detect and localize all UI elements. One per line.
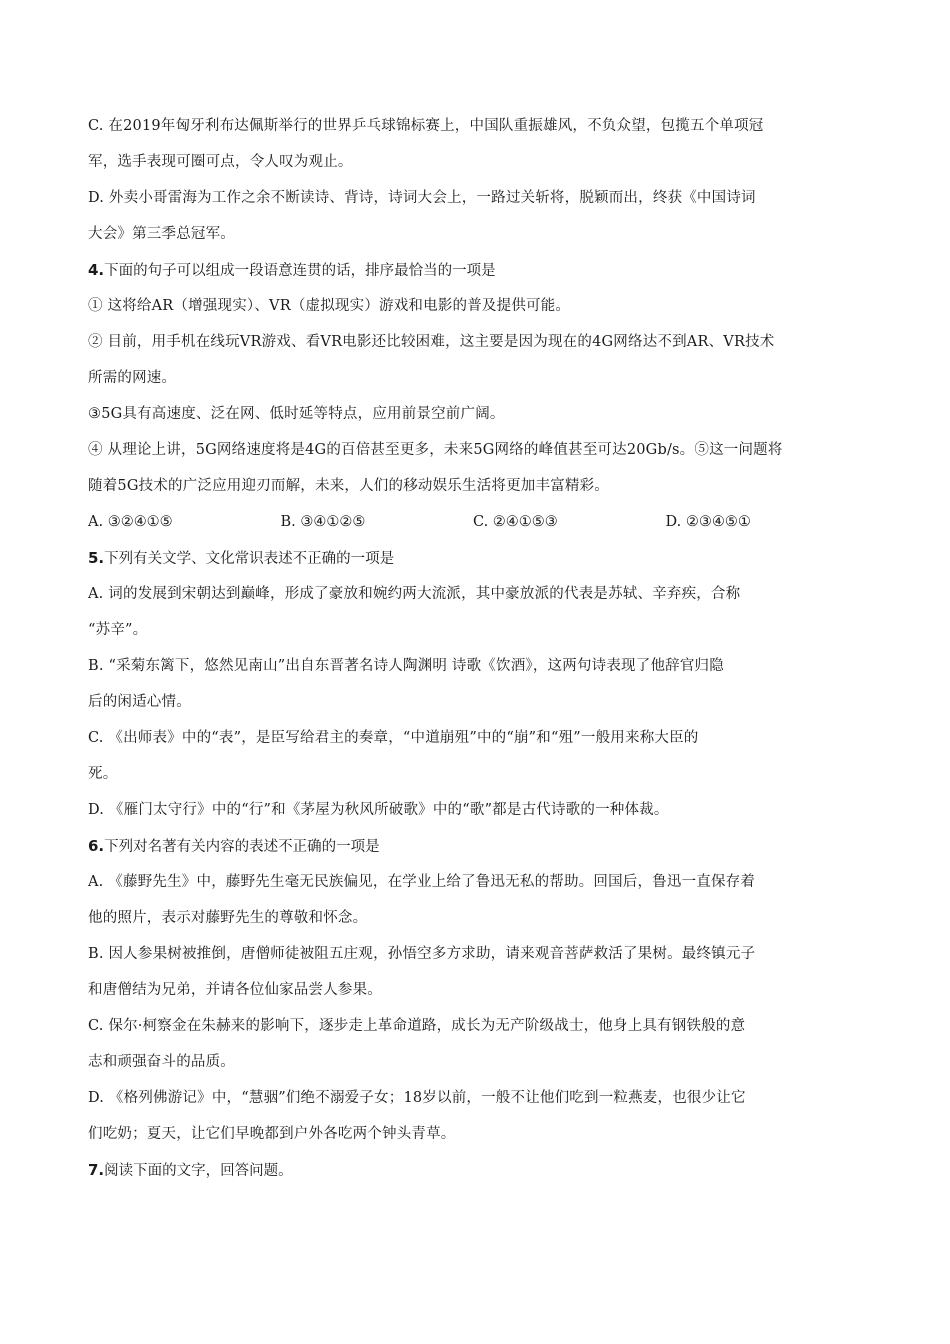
q5-line: D. 《雁门太守行》中的“行”和《茅屋为秋风所破歌》中的“歌”都是古代诗歌的一种体裁。 [88,802,669,818]
document-page [88,108,858,1188]
q5-line: A. 词的发展到宋朝达到巅峰，形成了豪放和婉约两大流派，其中豪放派的代表是苏轼、辛弃疾，合称 [88,586,741,602]
q3-option-c-line-1: C. 在2019年匈牙利布达佩斯举行的世界乒乓球锦标赛上，中国队重振雄风，不负众望，包揽五个单项冠 [88,118,764,134]
q4-option-c: C. ②④①⑤③ [473,514,558,530]
q3-option-d-line-1: D. 外卖小哥雷海为工作之余不断读诗、背诗，诗词大会上，一路过关斩将，脱颖而出，终获《中国诗词 [88,190,756,206]
q4-option-b: B. ③④①②⑤ [280,514,366,530]
q4-option-d: D. ②③④⑤① [665,514,751,530]
question-6-stem [88,828,858,864]
question-text: 下面的句子可以组成一段语意连贯的话，排序最恰当的一项是 [104,263,496,279]
q6-line: 他的照片，表示对藤野先生的尊敬和怀念。 [88,910,368,926]
q4-line: 随着5G技术的广泛应用迎刃而解，未来，人们的移动娱乐生活将更加丰富精彩。 [88,478,610,494]
q4-option-a: A. ③②④①⑤ [88,514,173,530]
q6-line: C. 保尔·柯察金在朱赫来的影响下，逐步走上革命道路，成长为无产阶级战士，他身上具有钢铁般的意 [88,1018,746,1034]
question-text: 下列有关文学、文化常识表述不正确的一项是 [104,551,395,567]
question-text: 阅读下面的文字，回答问题。 [104,1163,293,1179]
q6-line: B. 因人参果树被推倒，唐僧师徒被阻五庄观，孙悟空多方求助，请来观音菩萨救活了果树。最终镇元子 [88,946,756,962]
question-7-stem [88,1152,858,1188]
q5-line: C. 《出师表》中的“表”，是臣写给君主的奏章，“中道崩殂”中的“崩”和“殂”一般用来称大臣的 [88,730,699,746]
question-number: 6. [88,837,105,855]
q4-line: ④ 从理论上讲，5G网络速度将是4G的百倍甚至更多，未来5G网络的峰值甚至可达20Gb/s。⑤这一问题将 [88,442,783,458]
question-number: 7. [88,1161,105,1179]
q4-line: 所需的网速。 [88,370,177,386]
q6-line: A. 《藤野先生》中，藤野先生毫无民族偏见，在学业上给了鲁迅无私的帮助。回国后，鲁迅一直保存着 [88,874,756,890]
q4-options [88,504,858,540]
question-5-stem [88,540,858,576]
q6-line: 们吃奶；夏天，让它们早晚都到户外各吃两个钟头青草。 [88,1126,456,1142]
q5-line: 后的闲适心情。 [88,694,191,710]
q5-line: B. “采菊东篱下，悠然见南山”出自东晋著名诗人陶渊明 诗歌《饮酒》，这两句诗表现了他辞官归隐 [88,658,724,674]
q5-line: 死。 [88,766,118,782]
q3-option-d-line-2: 大会》第三季总冠军。 [88,226,235,242]
q5-line: “苏辛”。 [88,622,148,638]
question-4-stem [88,252,858,288]
q3-option-c-line-2: 军，选手表现可圈可点，令人叹为观止。 [88,154,353,170]
q6-line: D. 《格列佛游记》中，“慧骃”们绝不溺爱子女；18岁以前，一般不让他们吃到一粒燕麦，也很少让它 [88,1090,746,1106]
q4-line: ③5G具有高速度、泛在网、低时延等特点，应用前景空前广阔。 [88,406,505,422]
q4-line: ① 这将给AR（增强现实）、VR（虚拟现实）游戏和电影的普及提供可能。 [88,298,571,314]
question-text: 下列对名著有关内容的表述不正确的一项是 [104,839,380,855]
q4-line: ② 目前，用手机在线玩VR游戏、看VR电影还比较困难，这主要是因为现在的4G网络达不到AR、VR技术 [88,334,775,350]
q6-line: 志和顽强奋斗的品质。 [88,1054,235,1070]
question-number: 5. [88,549,105,567]
question-number: 4. [88,261,105,279]
q6-line: 和唐僧结为兄弟，并请各位仙家品尝人参果。 [88,982,382,998]
